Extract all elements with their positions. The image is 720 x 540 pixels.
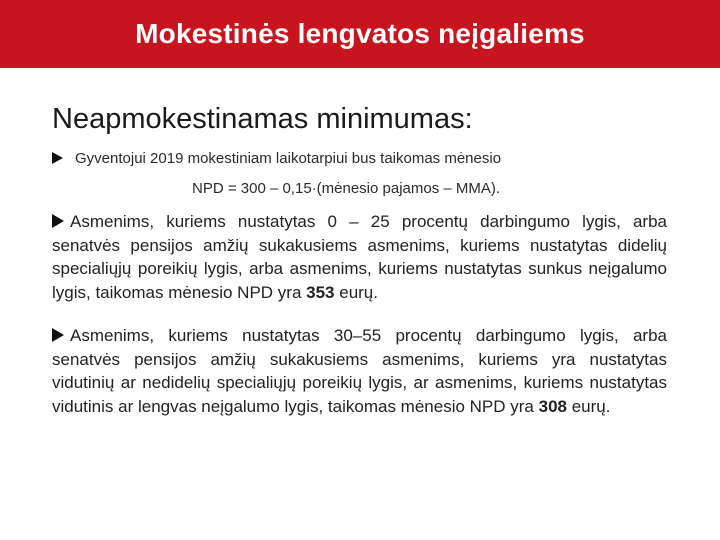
bullet-text-end: eurų. [566, 396, 611, 416]
slide-title: Mokestinės lengvatos neįgaliems [135, 18, 585, 49]
arrow-bullet-icon [52, 214, 64, 228]
bullet-npd-formula [52, 150, 692, 197]
title-bar [0, 0, 720, 68]
arrow-bullet-icon [52, 152, 63, 164]
bullet-text-end: eurų. [334, 282, 378, 302]
bullet-row [52, 150, 692, 172]
bullet-text: Asmenims, kuriems nustatytas 30–55 procentų darbingumo lygis, arba senatvės pensijos amžių sukakusiems asmenims, kuriems yra nustatytas vidutinių ar nedidelių specialiųjų poreikių lygis, ar asmenims, kuriems nustatytas vidutinis ar lengvas neįgalumo lygis, taikomas mėnesio NPD yra [52, 326, 667, 416]
npd-formula: NPD = 300 – 0,15·(mėnesio pajamos – MMA). [192, 180, 501, 197]
section-heading: Neapmokestinamas minimumas: [52, 103, 473, 135]
bullet-npd-353 [52, 210, 667, 304]
npd-amount: 353 [306, 282, 335, 302]
bullet-npd-308 [52, 324, 667, 418]
bullet-text: Asmenims, kuriems nustatytas 0 – 25 procentų darbingumo lygis, arba senatvės pensijos amžių sukakusiems asmenims, kuriems nustatytas didelių specialiųjų poreikių lygis, arba asmenims, kuriems nustatytas sunkus neįgalumo lygis, taikomas mėnesio NPD yra [52, 212, 667, 302]
npd-amount: 308 [538, 396, 567, 416]
arrow-bullet-icon [52, 328, 64, 342]
bullet-text: Gyventojui 2019 mokestiniam laikotarpiui bus taikomas mėnesio [75, 150, 502, 167]
